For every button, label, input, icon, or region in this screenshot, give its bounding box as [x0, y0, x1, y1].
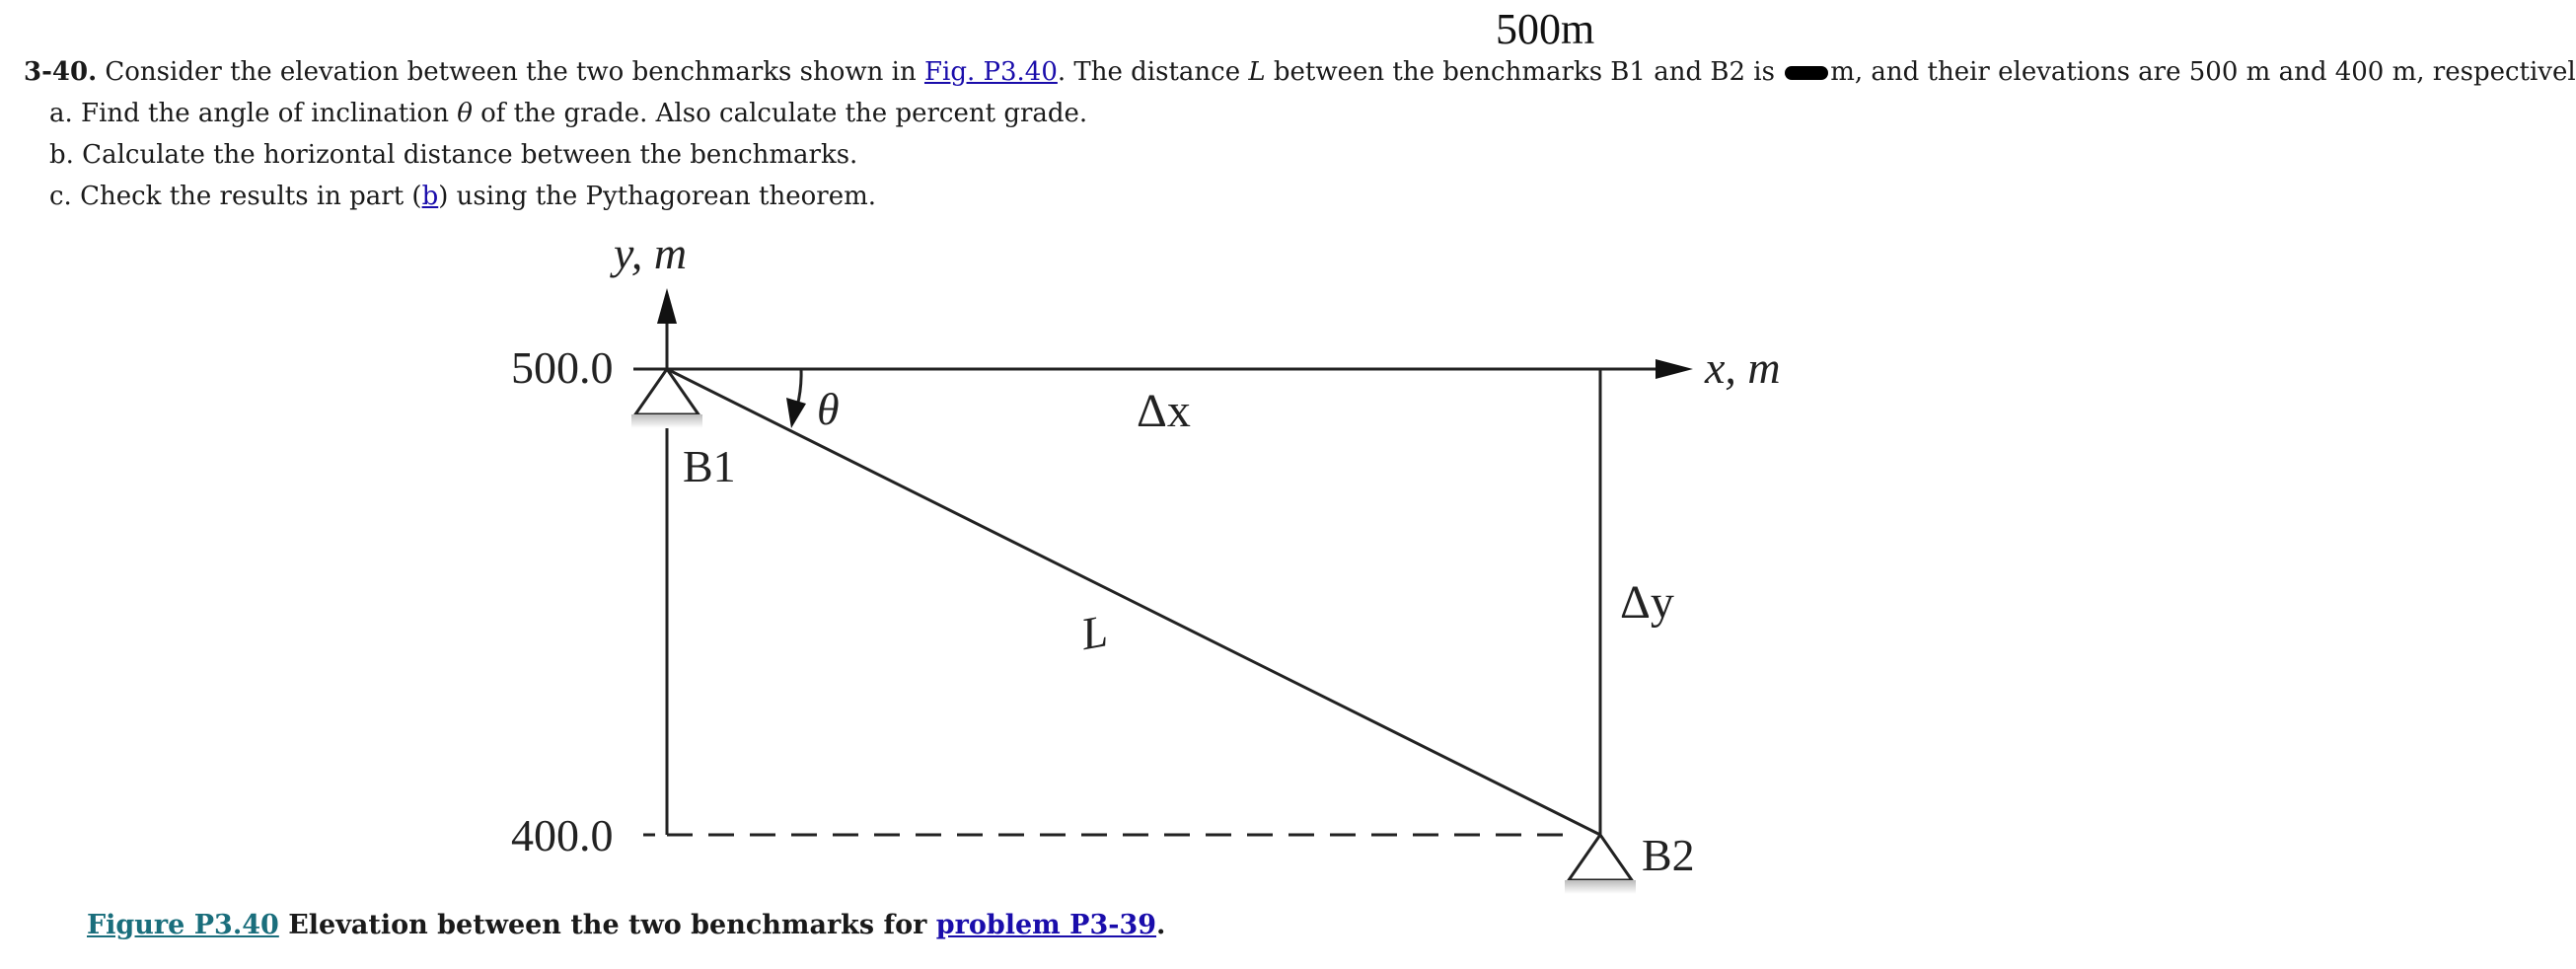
y-tick-label-400: 400.0 — [511, 810, 614, 860]
part-c-text: c. Check the results in part ( — [49, 182, 422, 211]
svg-text:500m: 500m — [1496, 5, 1595, 53]
part-a-text: of the grade. Also calculate the percent grade. — [472, 99, 1088, 128]
problem-text: m, and their elevations are 500 m and 400 m, respectivel — [1830, 57, 2576, 87]
caption-text: Elevation between the two benchmarks for — [278, 910, 936, 940]
problem-number: 3-40. — [24, 57, 98, 87]
part-a-text: a. Find the angle of inclination — [49, 99, 458, 128]
b1-ground-hatch — [631, 414, 702, 428]
hypotenuse-L — [667, 369, 1600, 835]
problem-text: Consider the elevation between the two benchmarks shown in — [97, 57, 924, 87]
part-b-link[interactable]: b — [421, 182, 439, 211]
benchmark-b1-symbol — [635, 369, 699, 414]
variable-L: L — [1248, 57, 1266, 87]
problem-text: between the benchmarks B1 and B2 is — [1265, 57, 1784, 87]
caption-end: . — [1156, 910, 1166, 940]
part-c-text: ) using the Pythagorean theorem. — [438, 182, 877, 211]
figure-link[interactable]: Fig. P3.40 — [923, 57, 1058, 87]
y-axis-arrow — [657, 288, 677, 324]
theta-arrow — [786, 398, 806, 428]
y-tick-label-500: 500.0 — [511, 342, 614, 393]
y-axis-label: y, m — [614, 228, 688, 278]
b1-label: B1 — [683, 441, 736, 491]
caption-figure-link[interactable]: Figure P3.40 — [87, 910, 279, 940]
caption-problem-link[interactable]: problem P3-39 — [935, 910, 1157, 940]
part-b-text: b. Calculate the horizontal distance between the benchmarks. — [49, 140, 858, 170]
problem-text: . The distance — [1057, 57, 1249, 87]
delta-y-label: Δy — [1620, 576, 1674, 629]
x-axis-arrow — [1656, 359, 1693, 379]
b2-ground-hatch — [1565, 880, 1636, 894]
theta-arc — [797, 369, 801, 407]
delta-x-label: Δx — [1137, 385, 1191, 437]
theta-symbol: θ — [457, 99, 473, 128]
theta-label: θ — [817, 384, 840, 434]
L-label: L — [1076, 605, 1111, 660]
b2-label: B2 — [1642, 830, 1695, 880]
figure-caption — [87, 910, 1165, 940]
benchmark-b2-symbol — [1569, 835, 1632, 880]
x-axis-label: x, m — [1705, 342, 1781, 393]
